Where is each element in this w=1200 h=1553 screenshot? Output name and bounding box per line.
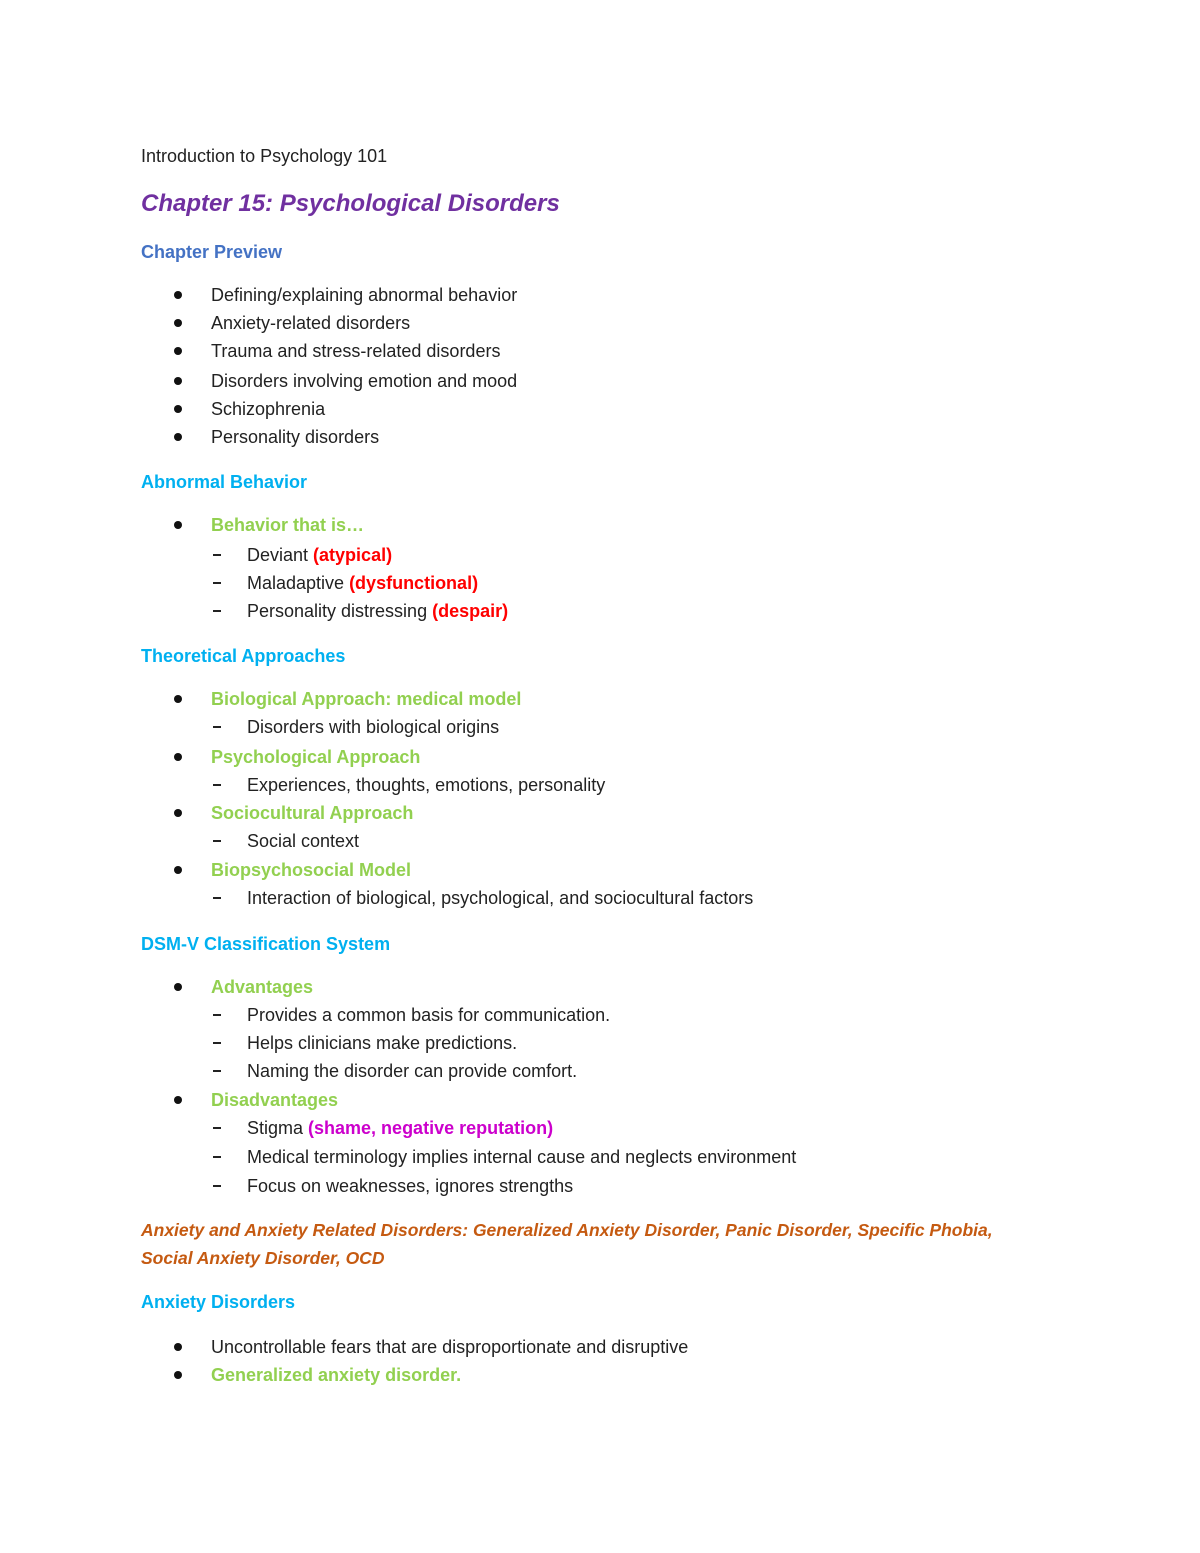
dash-icon <box>213 1014 221 1016</box>
dash-icon <box>213 784 221 786</box>
bullet-icon <box>174 319 182 327</box>
advantage-item: Helps clinicians make predictions. <box>247 1033 518 1053</box>
preview-item: Personality disorders <box>211 427 380 447</box>
abnormal-sub-item <box>247 599 508 623</box>
bullet-icon <box>174 1371 182 1379</box>
bullet-icon <box>174 1096 182 1104</box>
approach-label: Sociocultural Approach <box>211 803 414 823</box>
preview-item: Anxiety-related disorders <box>211 313 411 333</box>
anxiety-related-heading-line2: Social Anxiety Disorder, OCD <box>141 1248 385 1268</box>
bullet-icon <box>174 377 182 385</box>
abnormal-sub-item <box>247 543 392 567</box>
course-title: Introduction to Psychology 101 <box>141 146 388 166</box>
dash-icon <box>213 582 221 584</box>
approach-sub: Experiences, thoughts, emotions, personality <box>247 775 606 795</box>
anxiety-disorders-heading: Anxiety Disorders <box>141 1292 296 1312</box>
sub-text: Deviant <box>247 545 314 565</box>
sub-text: Maladaptive <box>247 573 350 593</box>
chapter-preview-heading: Chapter Preview <box>141 242 283 262</box>
approach-sub: Interaction of biological, psychological, and sociocultural factors <box>247 888 754 908</box>
dash-icon <box>213 897 221 899</box>
bullet-icon <box>174 405 182 413</box>
sub-note: (dysfunctional) <box>349 573 479 593</box>
dash-icon <box>213 726 221 728</box>
bullet-icon <box>174 866 182 874</box>
bullet-icon <box>174 753 182 761</box>
dash-icon <box>213 840 221 842</box>
stigma-text: Stigma <box>247 1118 309 1138</box>
dsm-heading: DSM-V Classification System <box>141 934 391 954</box>
abnormal-bullet: Behavior that is… <box>211 515 365 535</box>
bullet-icon <box>174 291 182 299</box>
bullet-icon <box>174 1343 182 1351</box>
bullet-icon <box>174 347 182 355</box>
sub-text: Personality distressing <box>247 601 433 621</box>
dash-icon <box>213 1070 221 1072</box>
anxiety-related-heading-line1: Anxiety and Anxiety Related Disorders: Generalized Anxiety Disorder, Panic Disorder, Specific Phobia, <box>141 1220 993 1240</box>
sub-note: (atypical) <box>313 545 393 565</box>
disadvantages-label: Disadvantages <box>211 1090 339 1110</box>
abnormal-sub-item <box>247 571 478 595</box>
anxiety-item: Uncontrollable fears that are disproportionate and disruptive <box>211 1337 689 1357</box>
disadvantage-item: Focus on weaknesses, ignores strengths <box>247 1176 574 1196</box>
disadvantage-item: Medical terminology implies internal cause and neglects environment <box>247 1147 797 1167</box>
bullet-icon <box>174 433 182 441</box>
anxiety-item: Generalized anxiety disorder. <box>211 1365 462 1385</box>
bullet-icon <box>174 809 182 817</box>
preview-item: Defining/explaining abnormal behavior <box>211 285 518 305</box>
bullet-icon <box>174 521 182 529</box>
advantages-label: Advantages <box>211 977 314 997</box>
theoretical-approaches-heading: Theoretical Approaches <box>141 646 346 666</box>
approach-sub: Social context <box>247 831 360 851</box>
dash-icon <box>213 554 221 556</box>
bullet-icon <box>174 983 182 991</box>
advantage-item: Naming the disorder can provide comfort. <box>247 1061 578 1081</box>
advantage-item: Provides a common basis for communication. <box>247 1005 611 1025</box>
preview-item: Trauma and stress-related disorders <box>211 341 501 361</box>
abnormal-behavior-heading: Abnormal Behavior <box>141 472 308 492</box>
bullet-icon <box>174 695 182 703</box>
sub-note: (despair) <box>432 601 509 621</box>
disadvantage-item <box>247 1116 553 1140</box>
preview-item: Schizophrenia <box>211 399 326 419</box>
dash-icon <box>213 610 221 612</box>
approach-label: Psychological Approach <box>211 747 421 767</box>
dash-icon <box>213 1042 221 1044</box>
stigma-note: (shame, negative reputation) <box>308 1118 554 1138</box>
chapter-title: Chapter 15: Psychological Disorders <box>141 190 560 217</box>
approach-label: Biological Approach: medical model <box>211 689 522 709</box>
preview-item: Disorders involving emotion and mood <box>211 371 518 391</box>
dash-icon <box>213 1156 221 1158</box>
dash-icon <box>213 1127 221 1129</box>
dash-icon <box>213 1185 221 1187</box>
approach-label: Biopsychosocial Model <box>211 860 412 880</box>
approach-sub: Disorders with biological origins <box>247 717 500 737</box>
